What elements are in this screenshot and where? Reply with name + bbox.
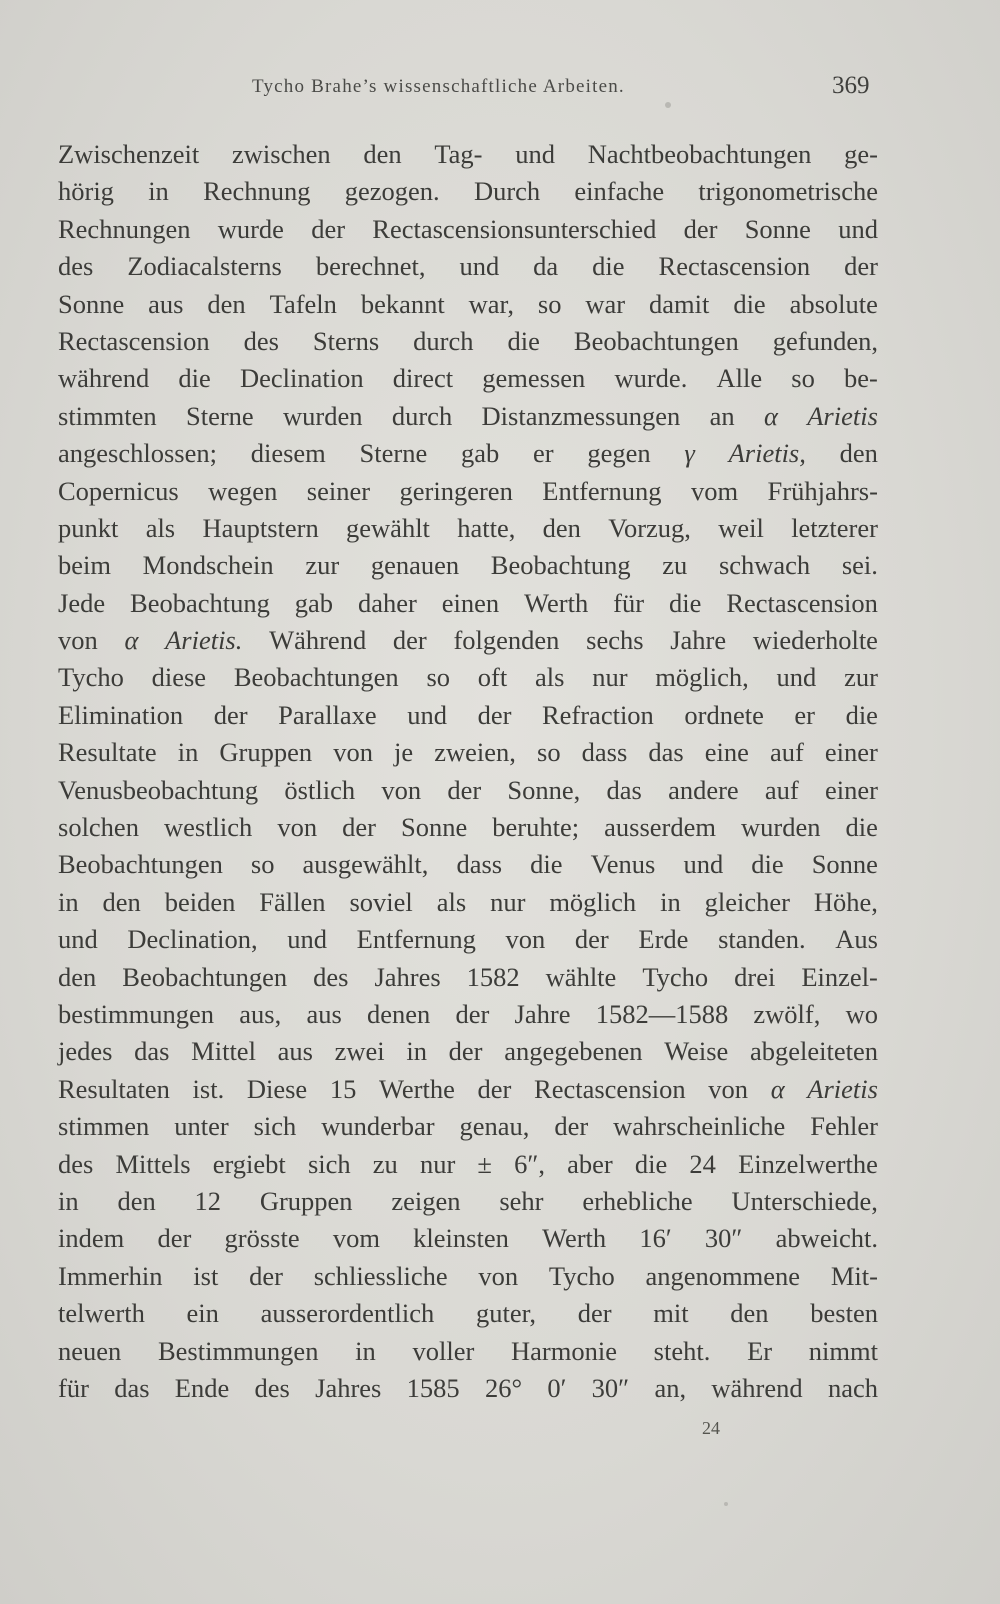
text-line: telwerth ein ausserordentlich guter, der mit den besten — [58, 1298, 878, 1329]
body-text — [58, 136, 878, 1407]
text-line: des Mittels ergiebt sich zu nur ± 6″, aber die 24 Einzelwerthe — [58, 1148, 878, 1179]
text-line: bestimmungen aus, aus denen der Jahre 1582—1588 zwölf, wo — [58, 998, 878, 1029]
text-line: des Zodiacalsterns berechnet, und da die Rectascension der — [58, 251, 878, 282]
text-line: Jede Beobachtung gab daher einen Werth für die Rectascension — [58, 587, 878, 618]
text-line: angeschlossen; diesem Sterne gab er gegen γ Arietis, den — [58, 438, 878, 469]
text-line: hörig in Rechnung gezogen. Durch einfache trigonometrische — [58, 176, 878, 207]
text-line: punkt als Hauptstern gewählt hatte, den Vorzug, weil letzterer — [58, 512, 878, 543]
text-line: und Declination, und Entfernung von der Erde standen. Aus — [58, 924, 878, 955]
text-line: stimmen unter sich wunderbar genau, der wahrscheinliche Fehler — [58, 1111, 878, 1142]
text-line: neuen Bestimmungen in voller Harmonie steht. Er nimmt — [58, 1335, 878, 1366]
text-line: Rectascension des Sterns durch die Beobachtungen gefunden, — [58, 325, 878, 356]
text-line: den Beobachtungen des Jahres 1582 wählte Tycho drei Einzel- — [58, 961, 878, 992]
text-line: stimmten Sterne wurden durch Distanzmessungen an α Arietis — [58, 400, 878, 431]
text-line: Resultaten ist. Diese 15 Werthe der Rectascension von α Arietis — [58, 1073, 878, 1104]
signature-mark: 24 — [702, 1418, 720, 1438]
text-line: Tycho diese Beobachtungen so oft als nur möglich, und zur — [58, 662, 878, 693]
text-line: Copernicus wegen seiner geringeren Entfernung vom Frühjahrs- — [58, 475, 878, 506]
text-line: beim Mondschein zur genauen Beobachtung zu schwach sei. — [58, 550, 878, 581]
text-line: Sonne aus den Tafeln bekannt war, so war damit die absolute — [58, 288, 878, 319]
text-line: solchen westlich von der Sonne beruhte; ausserdem wurden die — [58, 812, 878, 843]
page-number: 369 — [832, 72, 870, 99]
text-line: Elimination der Parallaxe und der Refraction ordnete er die — [58, 699, 878, 730]
text-line: jedes das Mittel aus zwei in der angegebenen Weise abgeleiteten — [58, 1036, 878, 1067]
text-line: indem der grösste vom kleinsten Werth 16′ 30″ abweicht. — [58, 1223, 878, 1254]
text-line: Rechnungen wurde der Rectascensionsunterschied der Sonne und — [58, 213, 878, 244]
running-head — [0, 72, 1000, 112]
text-line: Resultate in Gruppen von je zweien, so dass das eine auf einer — [58, 737, 878, 768]
text-line: Venusbeobachtung östlich von der Sonne, das andere auf einer — [58, 774, 878, 805]
running-title: Tycho Brahe’s wissenschaftliche Arbeiten. — [252, 76, 625, 97]
text-line: in den 12 Gruppen zeigen sehr erhebliche Unterschiede, — [58, 1185, 878, 1216]
text-line: in den beiden Fällen soviel als nur möglich in gleicher Höhe, — [58, 886, 878, 917]
text-line: Immerhin ist der schliessliche von Tycho angenommene Mit- — [58, 1260, 878, 1291]
text-line: Zwischenzeit zwischen den Tag- und Nachtbeobachtungen ge- — [58, 139, 878, 169]
paper-speck — [665, 102, 671, 108]
text-line: während die Declination direct gemessen wurde. Alle so be- — [58, 363, 878, 394]
paper-speck — [724, 1502, 728, 1506]
text-line: Beobachtungen so ausgewählt, dass die Venus und die Sonne — [58, 849, 878, 880]
text-line: von α Arietis. Während der folgenden sechs Jahre wiederholte — [58, 625, 878, 656]
text-line: für das Ende des Jahres 1585 26° 0′ 30″ an, während nach — [58, 1372, 878, 1403]
